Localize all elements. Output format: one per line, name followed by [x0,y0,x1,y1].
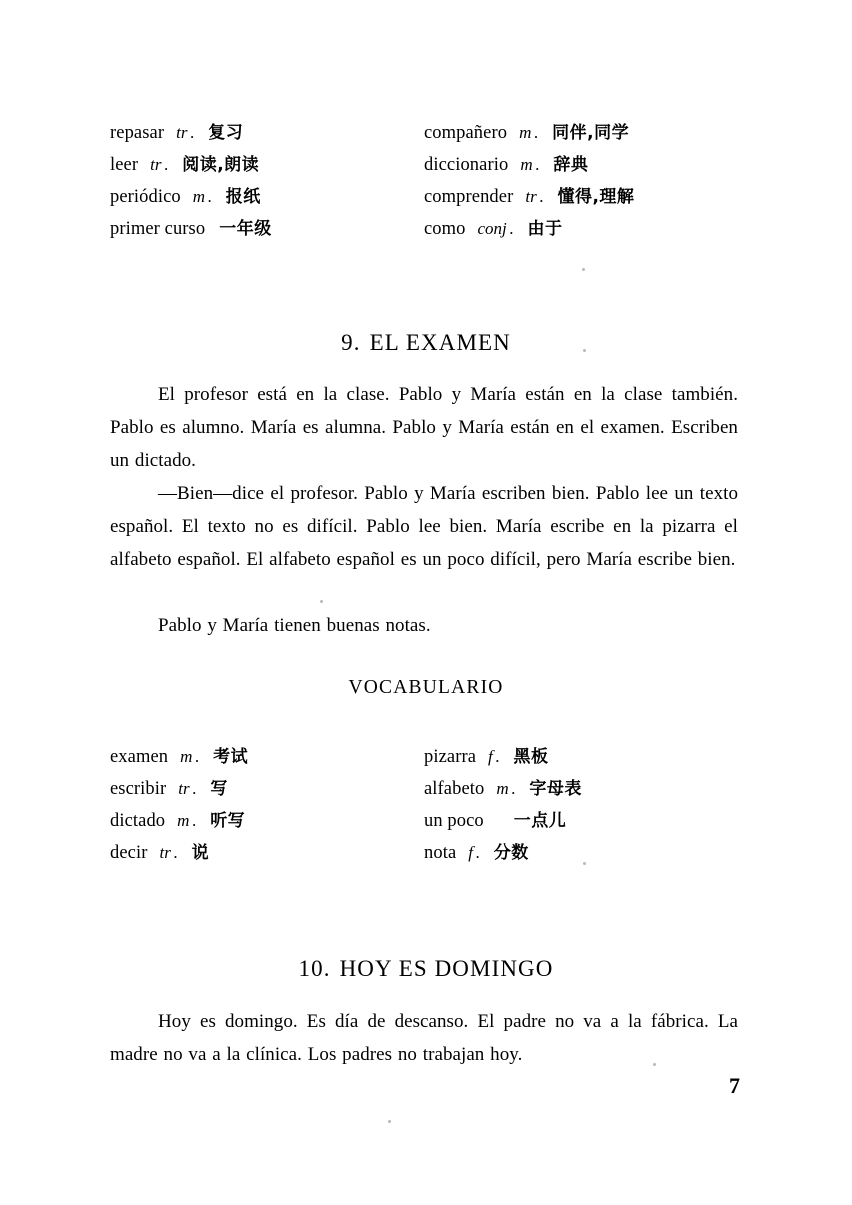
vocabulary-gloss: 写 [210,779,228,799]
vocabulary-term: diccionario [424,155,509,175]
vocabulary-part-of-speech: m . [193,187,212,207]
vocabulary-gloss: 复习 [208,123,244,143]
vocabulary-part-of-speech: m . [520,155,539,175]
vocabulary-entry [110,150,424,176]
vocabulary-gloss: 考试 [213,747,249,767]
vocabulary-entry [424,214,750,240]
vocabulary-gloss: 分数 [493,843,529,863]
vocabulary-gloss: 听写 [210,811,246,831]
vocabulary-part-of-speech: m . [519,123,538,143]
vocabulary-entry [110,214,424,240]
section-10-title-text: HOY ES DOMINGO [339,956,554,981]
scan-speck [582,268,585,271]
vocabulary-term: pizarra [424,747,477,767]
vocabulary-entry [424,150,750,176]
section-9-paragraph-2: —Bien—dice el profesor. Pablo y María escriben bien. Pablo lee un texto español. El texto no es difícil. Pablo lee bien. María escribe en la pizarra el alfabeto español. El alfabeto español es un poco difícil, pero María escribe bien. [110,483,738,570]
section-10-paragraph-1: Hoy es domingo. Es día de descanso. El padre no va a la fábrica. La madre no va a la clínica. Los padres no trabajan hoy. [110,1011,738,1065]
vocabulary-part-of-speech: tr . [150,155,168,175]
vocabulary-entry [110,118,424,144]
vocabulary-part-of-speech: tr . [159,843,177,863]
section-9-number: 9 . [341,330,360,355]
section-9-title-text: EL EXAMEN [369,330,511,355]
vocabulary-part-of-speech: tr . [176,123,194,143]
vocabulary-entry [424,838,750,864]
vocabulary-entry [424,118,750,144]
vocabulary-row [110,774,750,806]
vocabulary-entry [110,742,424,768]
vocabulary-term: comprender [424,187,514,207]
section-10-title [0,956,852,982]
vocabulary-entry [110,182,424,208]
vocabulary-gloss: 说 [191,843,210,863]
vocabulary-term: repasar [110,123,165,143]
vocabulary-heading: VOCABULARIO [348,677,504,698]
vocabulary-part-of-speech: tr . [525,187,543,207]
vocabulary-row [110,150,750,182]
vocabulary-gloss: 黑板 [513,747,549,767]
vocabulary-gloss: 一点儿 [513,811,567,831]
vocabulary-term: un poco [424,811,484,831]
vocabulary-term: escribir [110,779,167,799]
vocabulary-row [110,182,750,214]
vocabulary-row [110,118,750,150]
vocabulary-list-section-9 [110,742,750,870]
vocabulary-gloss: 由于 [527,219,563,239]
vocabulary-list-top [110,118,750,246]
vocabulary-entry [424,806,750,832]
vocabulary-gloss: 报纸 [225,187,261,207]
vocabulary-gloss: 字母表 [529,779,582,799]
vocabulary-entry [110,774,424,800]
section-9-paragraph-3: Pablo y María tienen buenas notas. [158,615,431,636]
vocabulary-gloss: 阅读,朗读 [182,155,260,175]
vocabulary-row [110,806,750,838]
vocabulary-entry [110,838,424,864]
vocabulary-row [110,742,750,774]
vocabulary-part-of-speech: m . [180,747,199,767]
vocabulary-entry [424,742,750,768]
vocabulary-term: como [424,219,466,239]
vocabulary-term: periódico [110,187,181,207]
vocabulary-term: compañero [424,123,508,143]
vocabulary-term: leer [110,155,139,175]
vocabulary-row [110,214,750,246]
vocabulary-part-of-speech: m . [496,779,515,799]
vocabulary-entry [424,182,750,208]
vocabulary-entry [424,774,750,800]
vocabulary-gloss: 懂得,理解 [557,187,635,207]
vocabulary-gloss: 辞典 [553,155,589,175]
scan-speck [388,1120,391,1123]
vocabulary-term: nota [424,843,457,863]
vocabulary-row [110,838,750,870]
vocabulary-part-of-speech: conj . [478,219,514,239]
section-9-paragraph-1: El profesor está en la clase. Pablo y María están en la clase también. Pablo es alumno. María es alumna. Pablo y María están en el examen. Escriben un dictado. [110,384,738,471]
vocabulary-part-of-speech: f . [468,843,479,863]
scan-speck [320,600,323,603]
vocabulary-part-of-speech: m . [177,811,196,831]
section-9-title [0,330,852,356]
vocabulary-gloss: 一年级 [219,219,272,239]
vocabulary-term: primer curso [110,219,206,239]
vocabulary-term: dictado [110,811,166,831]
section-10-number: 10 . [299,956,331,981]
vocabulary-gloss: 同伴,同学 [552,123,630,143]
page-number: 7 [729,1073,740,1098]
vocabulary-part-of-speech: tr . [178,779,196,799]
vocabulary-entry [110,806,424,832]
vocabulary-term: alfabeto [424,779,485,799]
vocabulary-term: examen [110,747,169,767]
vocabulary-part-of-speech: f . [488,747,499,767]
vocabulary-term: decir [110,843,148,863]
